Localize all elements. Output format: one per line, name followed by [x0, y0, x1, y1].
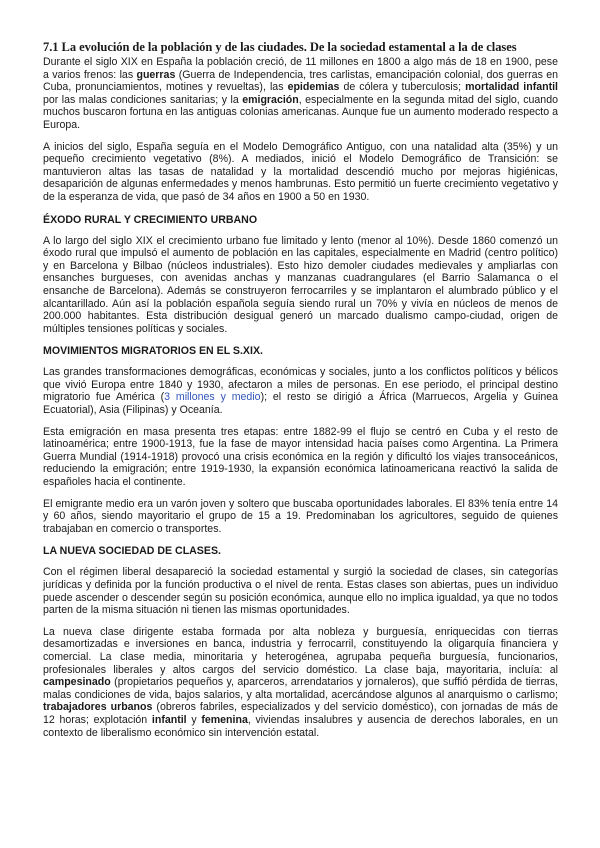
- heading-class-society: LA NUEVA SOCIEDAD DE CLASES.: [43, 545, 221, 558]
- heading-rural-exodus: ÉXODO RURAL Y CRECIMIENTO URBANO: [43, 213, 258, 226]
- paragraph-average-emigrant: [43, 498, 558, 536]
- text-run: , especialmente en la segunda mitad del siglo, cuando muchos buscaron fortuna en las antiguas colonias americanas. Aunque fue un aumento moderado respecto a Europa.: [43, 93, 558, 131]
- bold-term: campesinado: [43, 676, 111, 689]
- paragraph-population-growth: [43, 56, 558, 132]
- text-run: por las malas condiciones sanitarias; y la: [43, 93, 243, 106]
- text-run: Esta emigración en masa presenta tres etapas: entre 1882-99 el flujo se centró en Cuba y el resto de latinoamérica; entre 1900-1913, fue la fase de mayor intensidad hacia países como Argentina. La Primera Guerra Mundial (1914-1918) provocó una crisis económica en la región y dificultó los viajes transoceánicos, reduciendo la emigración; entre 1919-1930, la expansión económica latinoamericana reactivó la salida de españoles hacia el continente.: [43, 425, 558, 489]
- bold-term: infantil: [151, 713, 187, 726]
- text-run: , viviendas insalubres y ausencia de derechos laborales, en un contexto de liberalismo económico sin intervención estatal.: [43, 713, 559, 739]
- paragraph-migration-stages: [43, 426, 558, 489]
- heading-migrations: MOVIMIENTOS MIGRATORIOS EN EL S.XIX.: [43, 345, 263, 358]
- bold-term: trabajadores urbanos: [43, 701, 153, 714]
- text-run: A inicios del siglo, España seguía en el Modelo Demográfico Antiguo, con una natalidad alta (35%) y un pequeño crecimiento vegetativo (8%). A mediados, inició el Modelo Demográfico de Transición: se mantuvieron altas las tasas de natalidad y la mortalidad descendió mucho por mejoras higiénicas, desaparición de algunas enfermedades y menos hambrunas. Esto permitió un fuerte crecimiento vegetativo y de la esperanza de vida, que pasó de 34 años en 1900 a 50 en 1930.: [43, 140, 558, 203]
- paragraph-migration-destinations: [43, 366, 558, 416]
- text-run: (obreros fabriles, especializados y del servicio doméstico), con jornadas de más de 12 horas; explotación: [43, 701, 559, 726]
- page-title: 7.1 La evolución de la población y de las ciudades. De la sociedad estamental a la de clases: [43, 40, 517, 54]
- bold-term: mortalidad infantil: [465, 81, 559, 94]
- bold-term: femenina: [201, 713, 248, 726]
- text-run: Durante el siglo XIX en España la población creció, de 11 millones en 1800 a algo más de 18 en 1900, pese a varios frenos: las: [43, 56, 558, 81]
- text-run: Las grandes transformaciones demográficas, económicas y sociales, junto a los conflictos políticos y bélicos que vivió Europa entre 1840 y 1930, afectaron a miles de personas. En ese periodo, el principal destino migratorio fue América (: [43, 366, 558, 404]
- text-run: y: [186, 713, 202, 726]
- text-run: de cólera y tuberculosis;: [339, 81, 466, 94]
- text-run: (propietarios pequeños y, aparceros, arrendatarios y jornaleros), que suffió pérdida de tierras, malas condiciones de vida, bajos salarios, y alta mortalidad, acercándose algunos al anarquismo o carlismo;: [43, 676, 558, 701]
- paragraph-demographic-model: [43, 141, 558, 204]
- text-run: El emigrante medio era un varón joven y soltero que buscaba oportunidades laborales. El 83% tenía entre 14 y 60 años, siendo mayoritario el grupo de 15 a 19. Predominaban los agricultores, seguido de quienes trabajaban en comercio o transportes.: [43, 497, 558, 535]
- text-run: ); el resto se dirigió a África (Marruecos, Argelia y Guinea Ecuatorial), Asia (Filipinas) y Oceanía.: [43, 391, 558, 417]
- paragraph-urban-growth: [43, 235, 558, 336]
- paragraph-social-classes: [43, 626, 558, 739]
- bold-term: emigración: [242, 93, 299, 106]
- text-run: A lo largo del siglo XIX el crecimiento urbano fue limitado y lento (menor al 10%). Desde 1860 comenzó un éxodo rural que impulsó el aumento de población en las capitales, especialmente en Madrid (centro político) y en Barcelona y Bilbao (núcleos industriales). Esto hizo demoler ciudades medievales y ampliarlas con ensanches burgueses, con avenidas anchas y manzanas cuadrangulares (el Barrio Salamanca o el ensanche de Barcelona). Además se construyeron ferrocarriles y se implantaron el alumbrado público y el alcantarillado. Aún así la población española seguía siendo rural un 70% y vivía en núcleos de menos de 200.000 habitantes. Esta distribución desigual generó un marcado dualismo campo-ciudad, origen de múltiples tensiones políticas y sociales.: [43, 234, 558, 335]
- emigration-figure-link[interactable]: 3 millones y medio: [164, 391, 261, 404]
- text-run: La nueva clase dirigente estaba formada por alta nobleza y burguesía, enriquecidas con tierras desamortizadas e inversiones en banca, industria y ferrocarril, constituyendo la oligarquía financiera y comercial. La clase media, minoritaria y heterogénea, agrupaba pequeña burguesía, funcionarios, profesionales liberales y altos cargos del servicio doméstico. La clase baja, mayoritaria, incluía: al: [43, 625, 558, 676]
- bold-term: guerras: [136, 68, 176, 81]
- text-run: (Guerra de Independencia, tres carlistas, emancipación colonial, dos guerras en Cuba, pronunciamientos, motines y revueltas), las: [43, 68, 558, 94]
- text-run: Con el régimen liberal desapareció la sociedad estamental y surgió la sociedad de clases, sin categorías jurídicas y definida por la función productiva o el nivel de renta. Estas clases son abiertas, pues un individuo puede ascender o descender según su posición económica, aunque ello no implica igualdad, ya que no todos parten de la misma situación ni tienen las mismas oportunidades.: [43, 566, 558, 617]
- bold-term: epidemias: [287, 81, 340, 94]
- paragraph-class-society: [43, 566, 558, 616]
